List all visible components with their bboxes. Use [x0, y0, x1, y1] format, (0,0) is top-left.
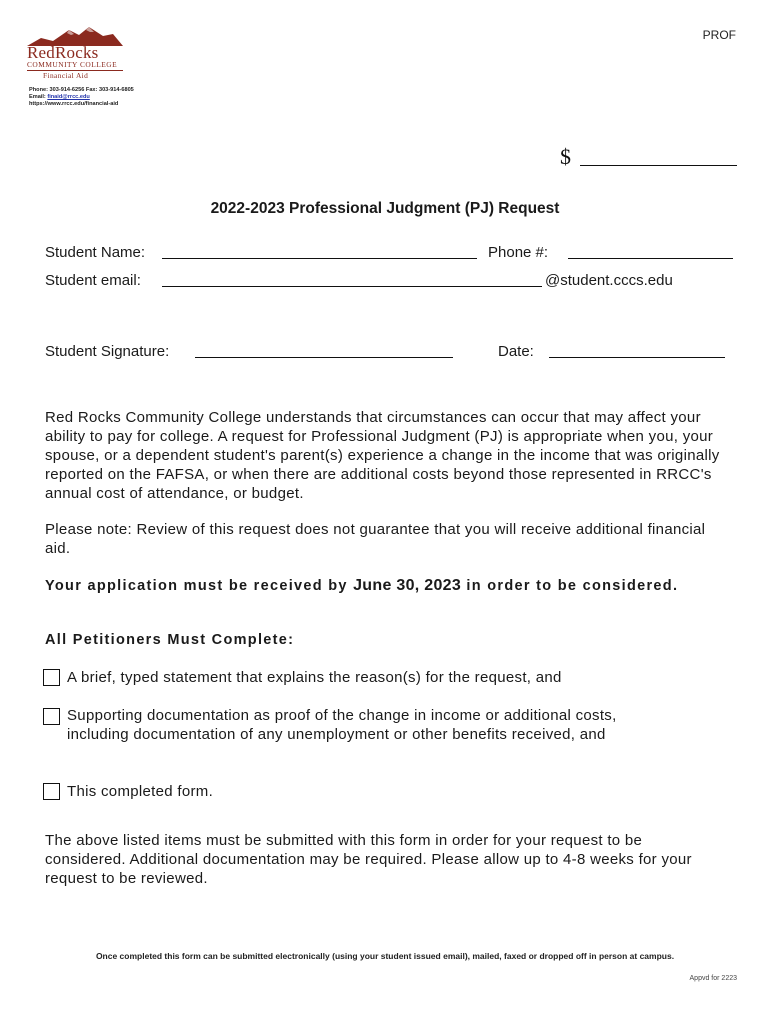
form-title: 2022-2023 Professional Judgment (PJ) Request: [210, 200, 560, 217]
website-link[interactable]: https://www.rrcc.edu/financial-aid: [29, 101, 119, 107]
phone-field[interactable]: [568, 258, 733, 259]
contact-info: [29, 87, 134, 108]
documentation-checkbox[interactable]: [43, 708, 60, 725]
form-code: PROF: [702, 28, 736, 42]
checklist-item-statement: A brief, typed statement that explains the reason(s) for the request, and: [67, 669, 562, 686]
college-logo: [27, 26, 127, 80]
approval-code: Appvd for 2223: [689, 975, 737, 982]
checklist-item-completed-form: This completed form.: [67, 783, 214, 800]
student-email-field[interactable]: [162, 286, 542, 287]
email-label: Email:: [29, 94, 48, 100]
logo-department: Financial Aid: [43, 71, 89, 80]
deadline-statement: [45, 577, 678, 595]
logo-subtitle: COMMUNITY COLLEGE: [27, 60, 118, 69]
student-name-label: Student Name:: [45, 244, 146, 261]
deadline-date: June 30, 2023: [353, 577, 462, 594]
checklist-item-documentation: Supporting documentation as proof of the change in income or additional costs, including documentation of any unemployment or other benefits received, and: [67, 707, 617, 743]
closing-paragraph: The above listed items must be submitted with this form in order for your request to be considered. Additional documentation may be required. Please allow up to 4-8 weeks for your request to be reviewed.: [45, 832, 692, 887]
deadline-prefix: Your application must be received by: [45, 578, 354, 594]
statement-checkbox[interactable]: [43, 669, 60, 686]
email-domain: @student.cccs.edu: [545, 272, 673, 289]
phone-label: Phone #:: [488, 244, 549, 261]
note-paragraph: Please note: Review of this request does not guarantee that you will receive additional financial aid.: [45, 521, 706, 557]
phone-fax-line: Phone: 303-914-6256 Fax: 303-914-6805: [29, 87, 134, 93]
student-email-label: Student email:: [45, 272, 141, 289]
signature-label: Student Signature:: [45, 343, 170, 360]
date-field[interactable]: [549, 357, 725, 358]
submission-note: Once completed this form can be submitted electronically (using your student issued email), mailed, faxed or dropped off in person at campus.: [95, 951, 675, 961]
deadline-suffix: in order to be considered.: [461, 578, 679, 594]
student-name-field[interactable]: [162, 258, 477, 259]
signature-field[interactable]: [195, 357, 453, 358]
amount-symbol: $: [560, 144, 571, 169]
petitioners-heading: All Petitioners Must Complete:: [45, 632, 295, 648]
email-link[interactable]: finaid@rrcc.edu: [47, 94, 90, 100]
logo-name: RedRocks: [27, 43, 99, 62]
completed-form-checkbox[interactable]: [43, 783, 60, 800]
amount-field[interactable]: [580, 165, 737, 166]
date-label: Date:: [498, 343, 534, 360]
email-line: [29, 94, 134, 101]
intro-paragraph: Red Rocks Community College understands that circumstances can occur that may affect your ability to pay for college. A request for Professional Judgment (PJ) is appropriate when you, your spouse, or a dependent student's parent(s) experience a change in the income that was originally reported on the FAFSA, or when there are additional costs beyond those represented in RRCC's annual cost of attendance, or budget.: [45, 409, 720, 502]
